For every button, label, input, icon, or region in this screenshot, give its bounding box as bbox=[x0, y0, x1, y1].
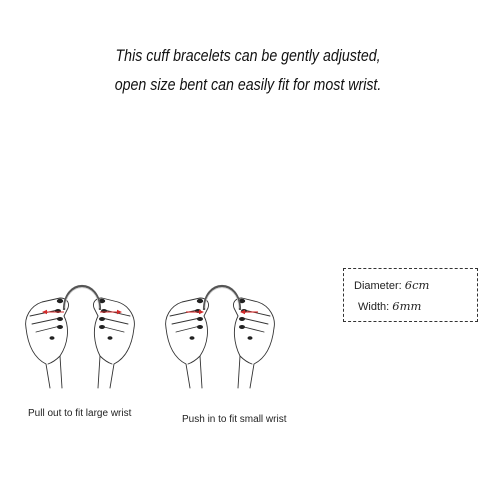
pull-out-caption: Pull out to fit large wrist bbox=[28, 408, 132, 419]
pull-out-illustration bbox=[20, 258, 140, 408]
spec-box bbox=[343, 268, 478, 322]
push-in-caption: Push in to fit small wrist bbox=[182, 414, 287, 425]
width-row bbox=[358, 299, 421, 313]
headline bbox=[33, 42, 463, 100]
diameter-row bbox=[354, 278, 429, 292]
width-label: Width: bbox=[358, 301, 390, 313]
diameter-label: Diameter: bbox=[354, 280, 402, 292]
diameter-value: 6cm bbox=[404, 278, 430, 292]
headline-line-1: This cuff bracelets can be gently adjusted, bbox=[115, 47, 381, 65]
headline-line-2: open size bent can easily fit for most wrist. bbox=[114, 76, 382, 94]
width-value: 6mm bbox=[392, 299, 422, 313]
push-in-illustration bbox=[160, 258, 280, 408]
